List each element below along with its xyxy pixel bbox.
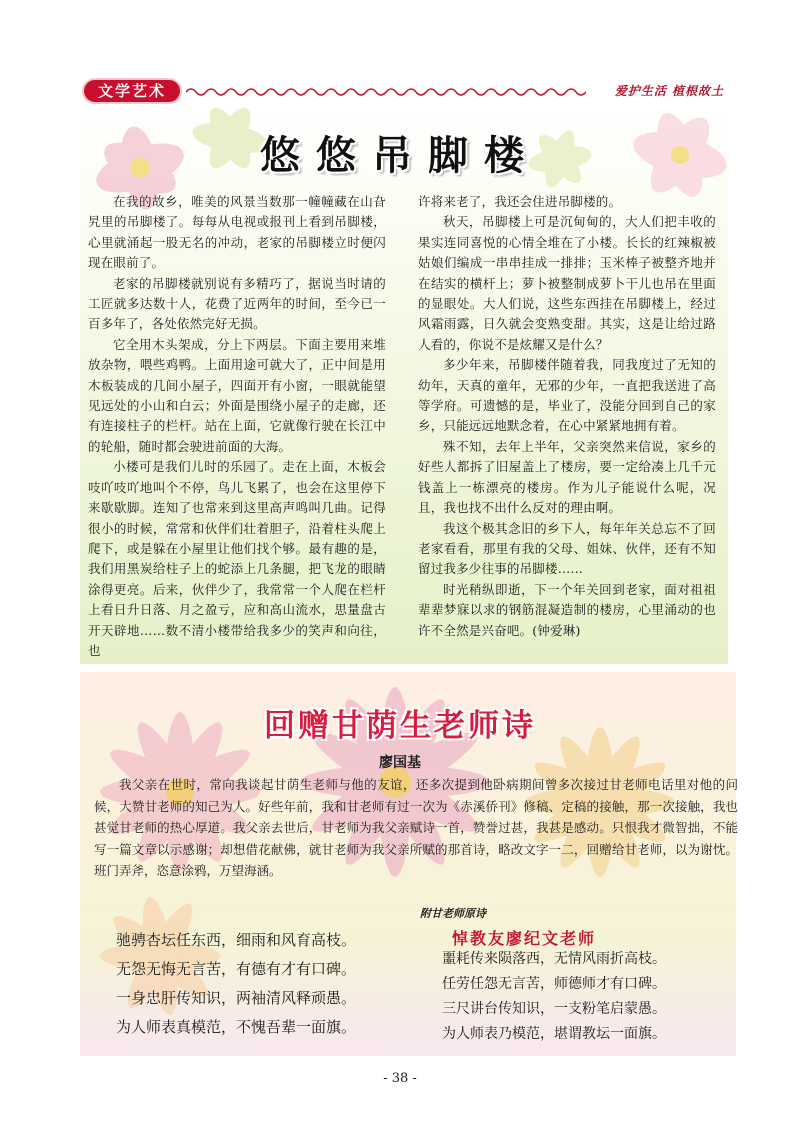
article1-paragraph: 老家的吊脚楼就别说有多精巧了，据说当时请的工匠就多达数十人，花费了近两年的时间，至今已一百多年了，各处依然完好无损。	[88, 275, 386, 332]
article1-paragraph: 我这个极其念旧的乡下人，每年年关总忘不了回老家看看，那里有我的父母、姐妹、伙伴，还有不知留过我多少往事的吊脚楼……	[418, 520, 716, 577]
article1-paragraph: 多少年来，吊脚楼伴随着我，同我度过了无知的幼年，天真的童年，无邪的少年，一直把我送进了高等学府。可遗憾的是，毕业了，没能分回到自己的家乡，只能远远地默念着，在心中紧紧地拥有着。	[418, 357, 716, 434]
poem-left	[116, 926, 406, 1042]
article1-column-right	[418, 192, 716, 641]
article1-paragraph: 它全用木头架成，分上下两层。下面主要用来堆放杂物，喂些鸡鸭。上面用途可就大了，正中间是用木板装成的几间小屋子，四面开有小窗，一眼就能望见远处的小山和白云；外面是围绕小屋子的走廊，还有连接柱子的栏杆。站在上面，它就像行驶在长江中的轮船，随时都会驶进前面的大海。	[88, 336, 386, 454]
article2-title: 回赠甘荫生老师诗	[264, 708, 536, 744]
poem-right	[442, 947, 732, 1047]
article1-paragraph: 秋天，吊脚楼上可是沉甸甸的，大人们把丰收的果实连同喜悦的心情全堆在了小楼。长长的红辣椒被姑娘们编成一串串挂成一排排；玉米棒子被整齐地并在结实的横杆上；萝卜被整制成萝卜干儿也吊在里面的显眼处。大人们说，这些东西挂在吊脚楼上，经过风霜雨露，日久就会变熟变甜。其实，这是让给过路人看的，你说不是炫耀又是什么？	[418, 214, 716, 352]
poem-line: 任劳任怨无言苦，师德师才有口碑。	[442, 976, 666, 992]
article1-paragraph-continued: 许将来老了，我还会住进吊脚楼的。	[418, 194, 622, 209]
article1-paragraph: 小楼可是我们儿时的乐园了。走在上面，木板会吱吖吱吖地叫个不停，鸟儿飞累了，也会在这里停下来歇歇脚。连知了也常来到这里高声鸣叫几曲。记得很小的时候，常常和伙伴们壮着胆子，沿着柱头爬上爬下，或是躲在小屋里让他们找个够。最有趣的是，我们用黑炭给柱子上的蛇添上几条腿，把飞龙的眼睛涂得更亮。后来，伙伴少了，我常常一个人爬在栏杆上看日升日落、月之盈亏，应和高山流水，思量盘古开天辟地……数不清小楼带给我多少的笑声和向往，也	[88, 459, 386, 658]
header-slogan: 爱护生活 植根故土	[614, 84, 724, 98]
section-badge	[82, 78, 182, 104]
page-number: - 38 -	[383, 1071, 417, 1086]
decorative-wave-line	[186, 84, 586, 100]
poem-line: 为人师表乃模范，堪谓教坛一面旗。	[442, 1026, 666, 1042]
poem-line: 一身忠肝传知识，两袖清风释顽愚。	[116, 989, 357, 1007]
section-label: 文学艺术	[97, 82, 166, 100]
poem-line: 为人师表真模范，不愧吾辈一面旗。	[116, 1018, 357, 1036]
poem-line: 驰骋杏坛任东西，细雨和风育高枝。	[116, 931, 357, 949]
article2-intro	[94, 774, 738, 882]
article1-paragraph: 殊不知，去年上半年，父亲突然来信说，家乡的好些人都拆了旧屋盖上了楼房，要一定给凑上几千元钱盖上一栋漂亮的楼房。作为儿子能说什么呢，况且，我也找不出什么反对的理由啊。	[418, 438, 716, 516]
article1-paragraph: 在我的故乡，唯美的风景当数那一幢幢藏在山旮旯里的吊脚楼了。每每从电视或报刊上看到吊脚楼，心里就涌起一股无名的冲动，老家的吊脚楼立时便闪现在眼前了。	[88, 194, 386, 271]
article2-author: 廖国基	[379, 755, 421, 771]
poem-line: 三尺讲台传知识，一支粉笔启蒙愚。	[442, 1001, 666, 1017]
article2-intro-paragraph: 我父亲在世时，常向我谈起甘荫生老师与他的友谊，还多次提到他卧病期间曾多次接过甘老师电话里对他的问候，大赞甘老师的知己为人。好些年前，我和甘老师有过一次为《赤溪侨刊》修稿、定稿的接触，那一次接触，我也甚觉甘老师的热心厚道。我父亲去世后，甘老师为我父亲赋诗一首，赞誉过甚，我甚是感动。只恨我才微智拙，不能写一篇文章以示感谢；却想借花献佛，就甘老师为我父亲所赋的那首诗，略改文字一二，回赠给甘老师，以为谢忱。班门弄斧，恣意涂鸦，万望海涵。	[94, 777, 738, 879]
poem-line: 无怨无悔无言苦，有德有才有口碑。	[116, 960, 357, 978]
article1-title: 悠悠吊脚楼	[260, 133, 540, 179]
article1-paragraph: 时光稍纵即逝，下一个年关回到老家，面对祖祖辈辈梦寐以求的钢筋混凝造制的楼房，心里涌动的也许不全然是兴奋吧。(钟爱琳)	[418, 581, 716, 638]
original-poem-note: 附甘老师原诗	[420, 907, 486, 920]
poem-line: 噩耗传来陨落西，无情风雨折高枝。	[442, 951, 666, 967]
article1-column-left	[88, 192, 386, 661]
original-poem-title: 悼教友廖纪文老师	[452, 929, 597, 948]
